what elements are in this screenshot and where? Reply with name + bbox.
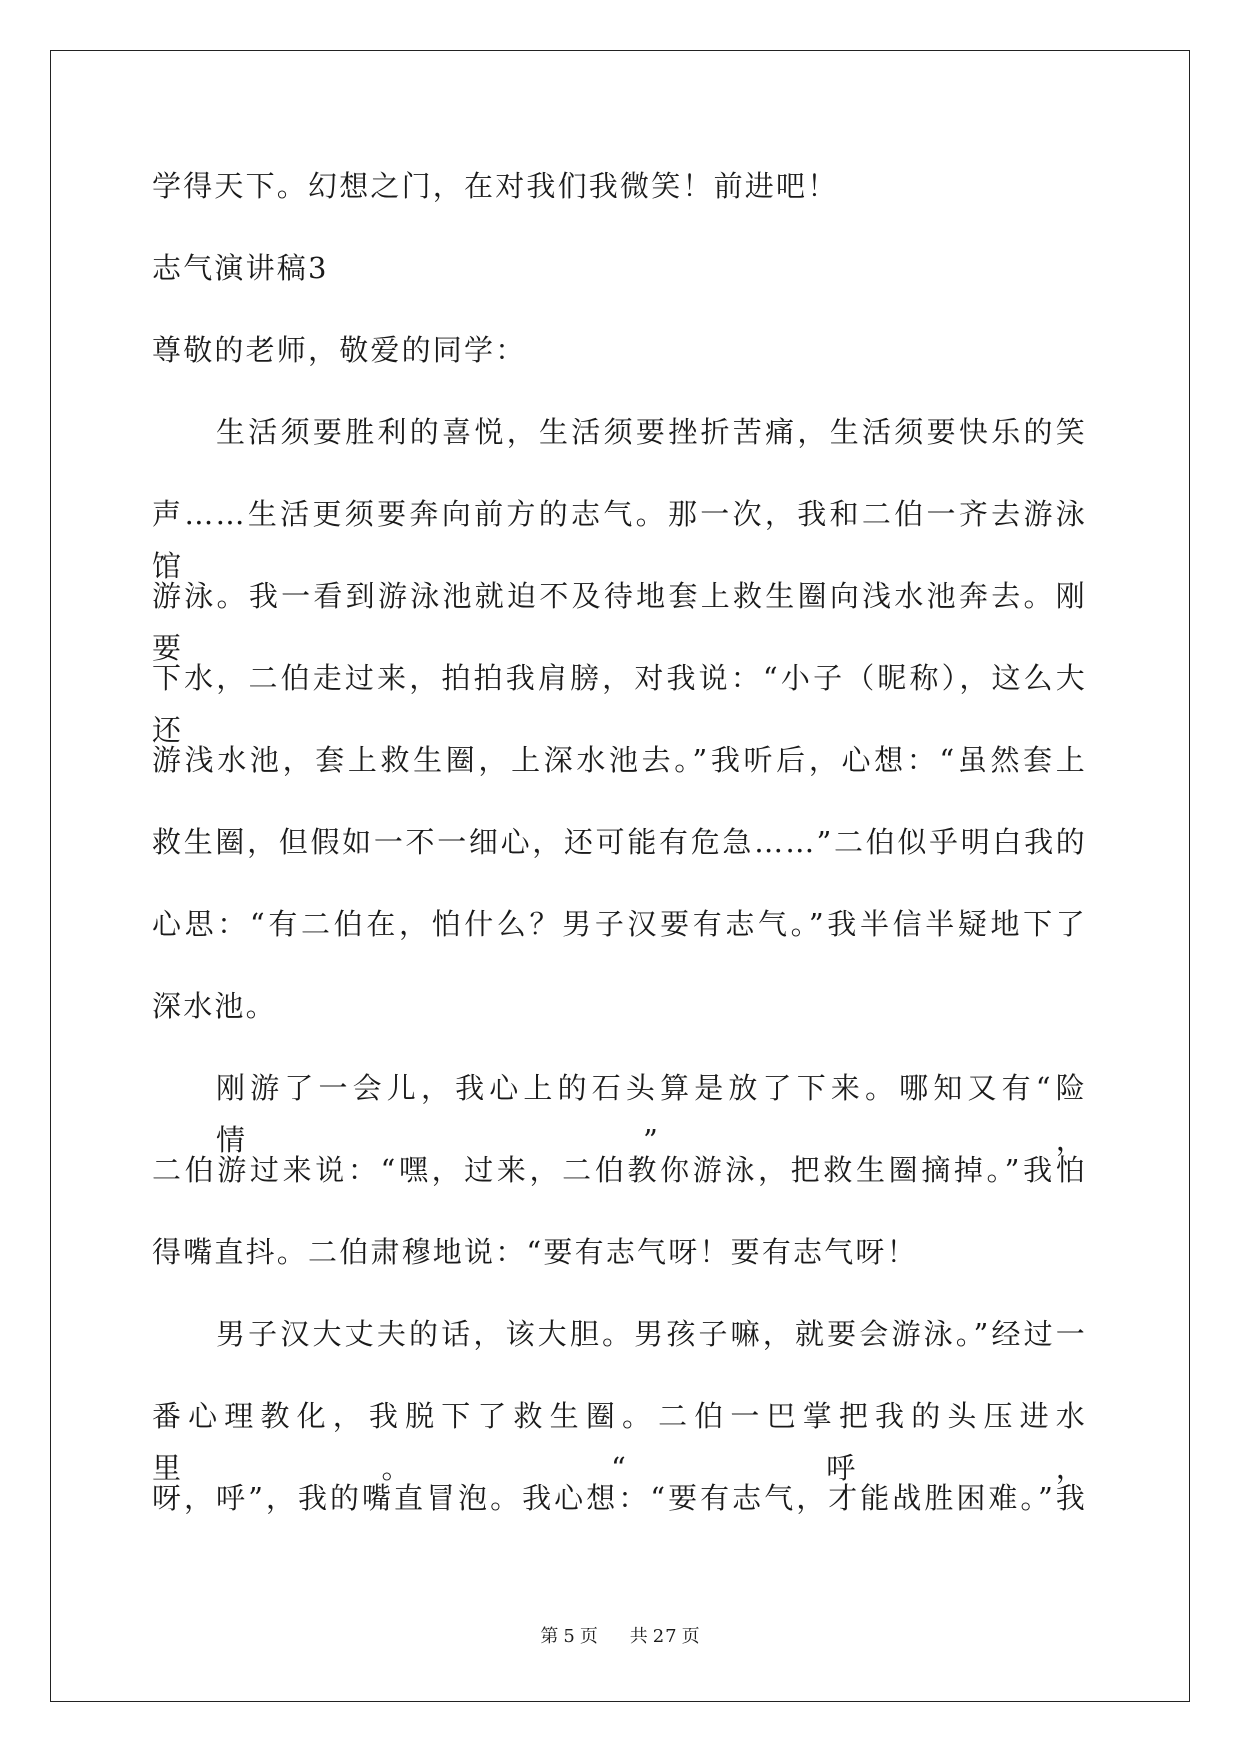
text-line: 学得天下。幻想之门，在对我们我微笑！前进吧！ xyxy=(152,169,839,203)
paragraph-line: 游浅水池，套上救生圈，上深水池去。”我听后，心想：“虽然套上 xyxy=(152,743,1087,777)
document-body xyxy=(152,160,1087,1554)
total-suffix: 页 xyxy=(681,1626,701,1647)
paragraph-line: 声……生活更须要奔向前方的志气。那一次，我和二伯一齐去游泳馆 xyxy=(152,497,1087,583)
paragraph-line: 得嘴直抖。二伯肃穆地说：“要有志气呀！要有志气呀！ xyxy=(152,1235,918,1269)
total-prefix: 共 xyxy=(629,1626,649,1647)
paragraph-line: 救生圈，但假如一不一细心，还可能有危急……”二伯似乎明白我的 xyxy=(152,825,1087,859)
total-pages: 27 xyxy=(652,1626,678,1647)
salutation: 尊敬的老师，敬爱的同学： xyxy=(152,333,527,367)
paragraph-line: 生活须要胜利的喜悦，生活须要挫折苦痛，生活须要快乐的笑 xyxy=(216,415,1087,449)
paragraph-line: 番心理教化，我脱下了救生圈。二伯一巴掌把我的头压进水里。“呼， xyxy=(152,1399,1087,1485)
paragraph-line: 游泳。我一看到游泳池就迫不及待地套上救生圈向浅水池奔去。刚要 xyxy=(152,579,1087,665)
page-suffix: 页 xyxy=(579,1626,599,1647)
page-number: 5 xyxy=(563,1626,576,1647)
paragraph-line: 深水池。 xyxy=(152,989,277,1023)
section-heading: 志气演讲稿3 xyxy=(152,251,329,285)
paragraph-line: 刚游了一会儿，我心上的石头算是放了下来。哪知又有“险情”， xyxy=(216,1071,1087,1157)
page-footer xyxy=(0,1622,1241,1648)
paragraph-line: 二伯游过来说：“嘿，过来，二伯教你游泳，把救生圈摘掉。”我怕 xyxy=(152,1153,1087,1187)
paragraph-line: 心思：“有二伯在，怕什么？男子汉要有志气。”我半信半疑地下了 xyxy=(152,907,1087,941)
paragraph-line: 下水，二伯走过来，拍拍我肩膀，对我说：“小子（昵称），这么大还 xyxy=(152,661,1087,747)
page-prefix: 第 xyxy=(540,1626,560,1647)
paragraph-line: 呀，呼”，我的嘴直冒泡。我心想：“要有志气，才能战胜困难。”我 xyxy=(152,1481,1087,1515)
paragraph-line: 男子汉大丈夫的话，该大胆。男孩子嘛，就要会游泳。”经过一 xyxy=(216,1317,1087,1351)
